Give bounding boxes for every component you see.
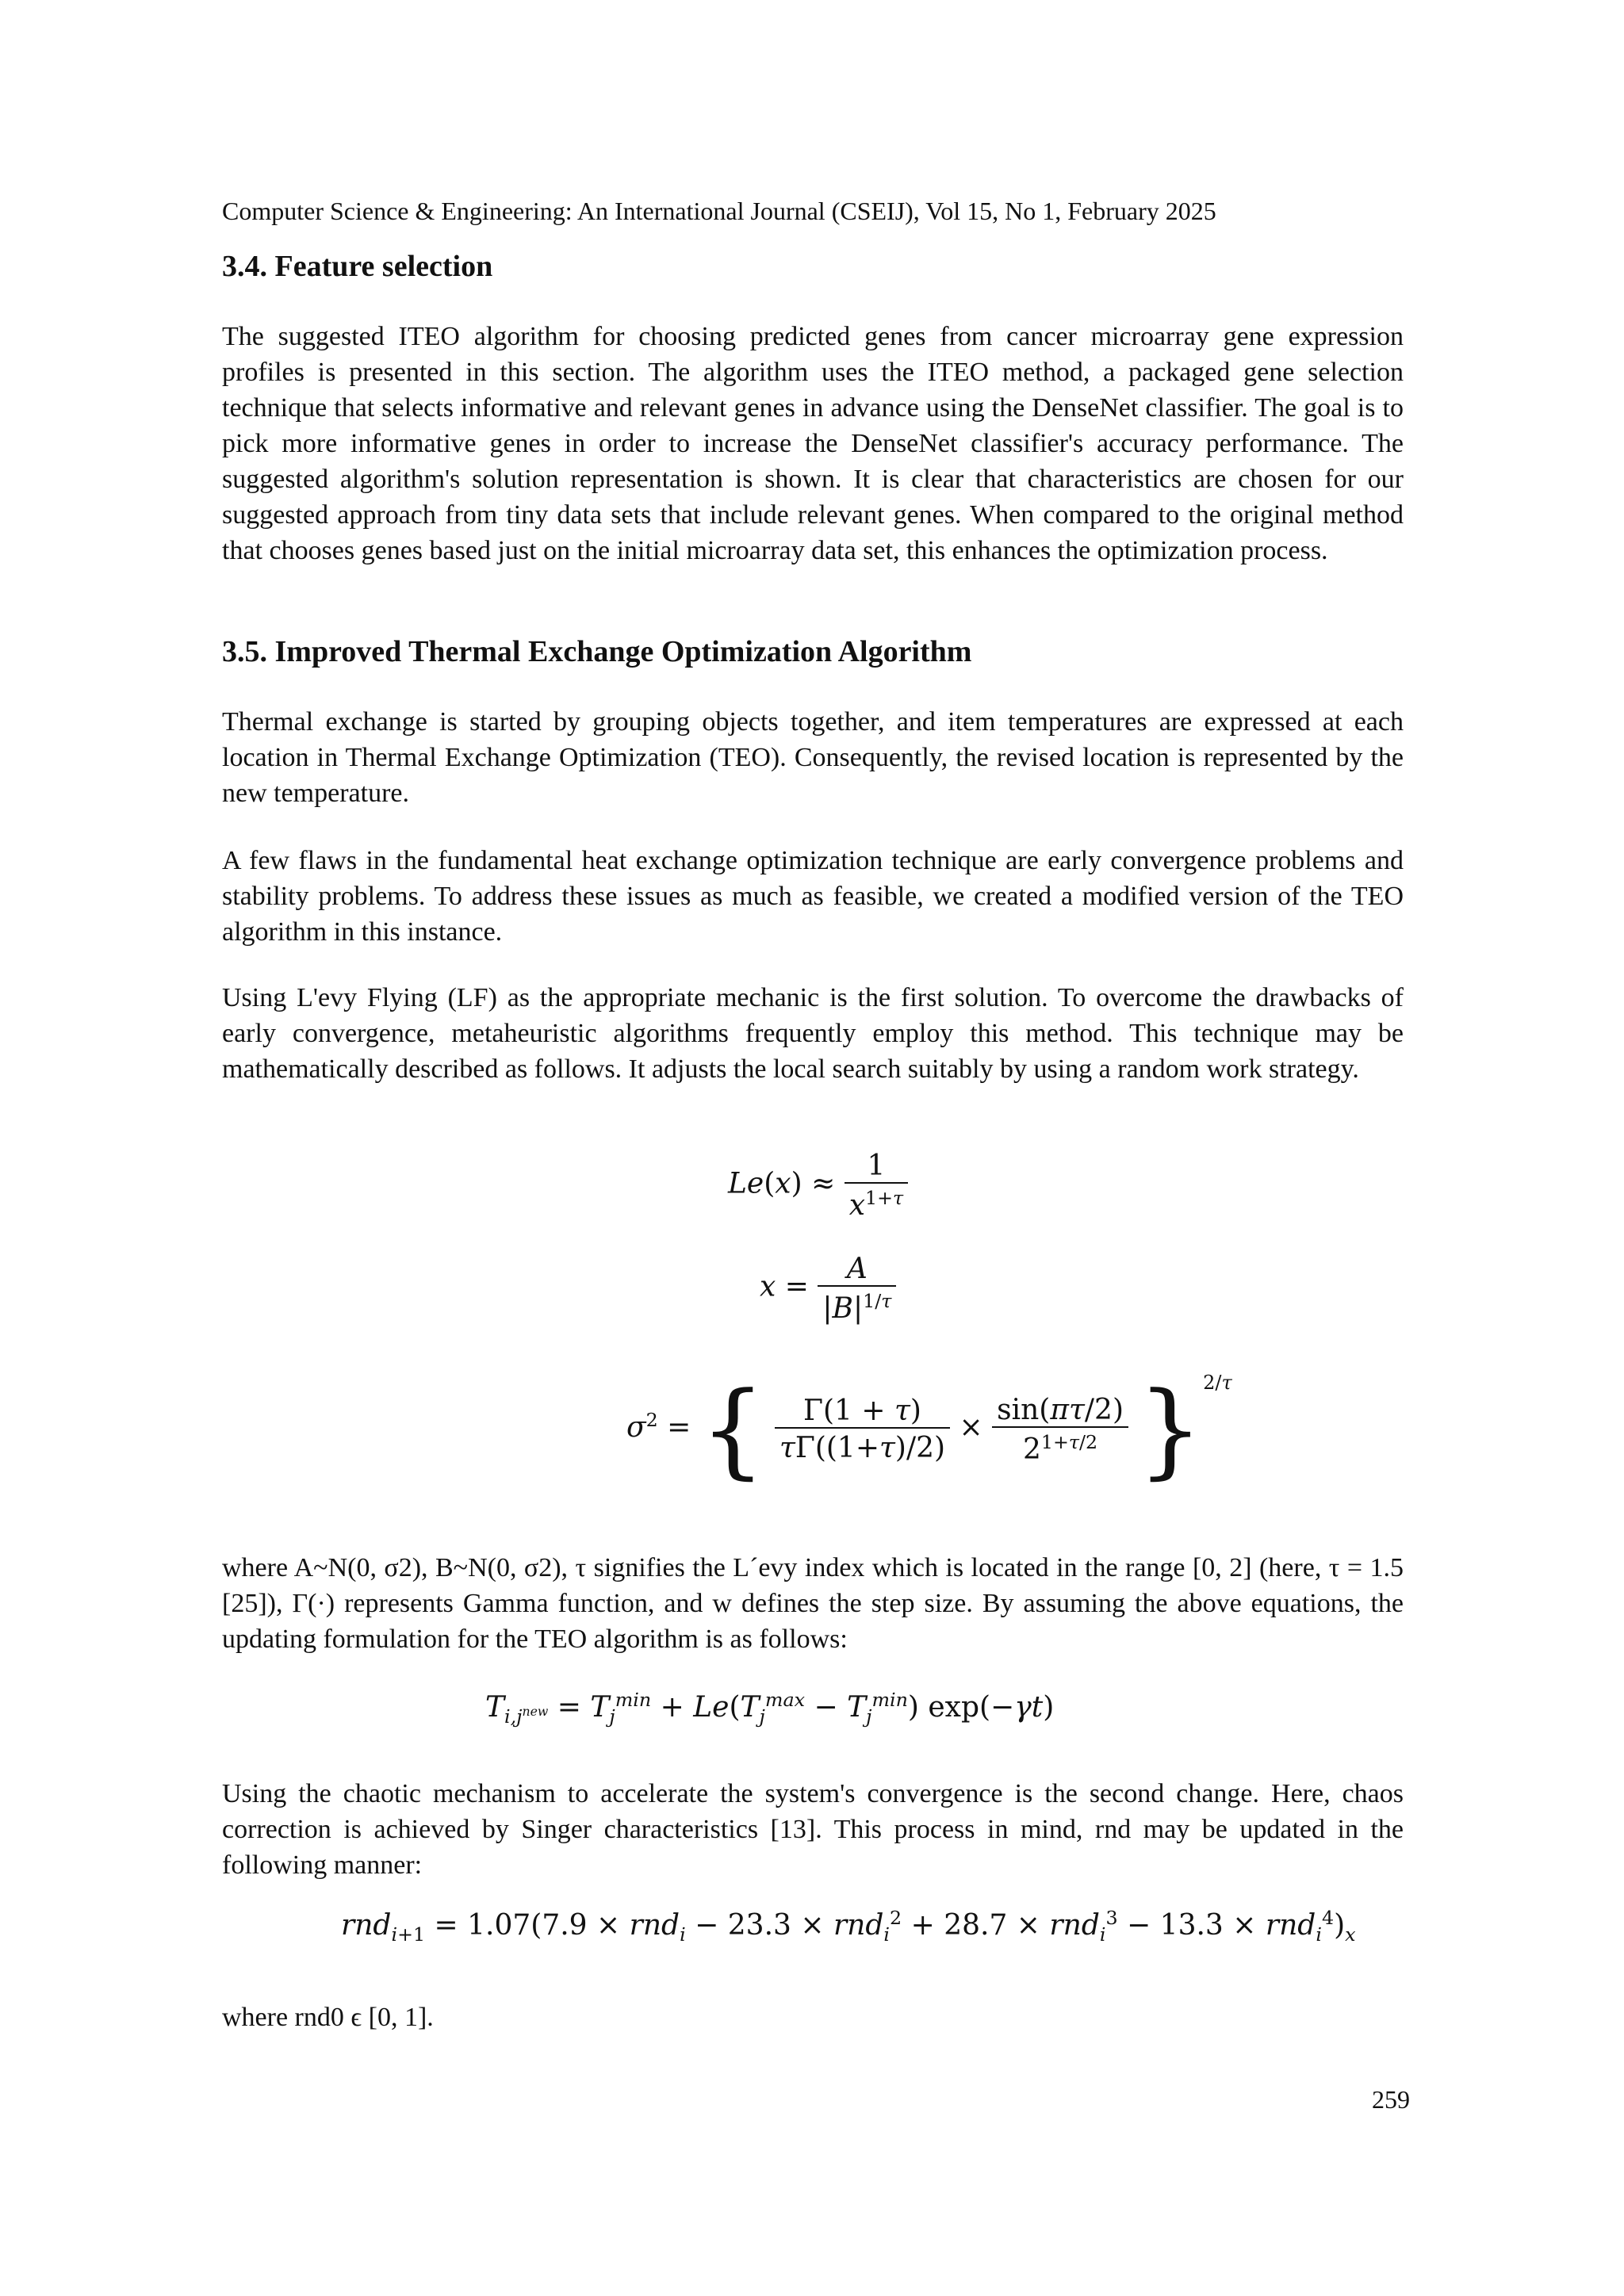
paragraph-rnd-range: where rnd0 ϵ [0, 1]. bbox=[222, 2003, 434, 2032]
equation-teo-update: $T_{i,j^{new}} = T_j^{min} + Le(T_j^{max} - T_j^{min})$ exp(−γt) bbox=[485, 1689, 1055, 1728]
equation-levy: Le(x) ≈ $\frac{1}{x^{1+\tau}}$ bbox=[728, 1150, 908, 1222]
running-head: Computer Science & Engineering: An International Journal (CSEIJ), Vol 15, No 1, February 2025 bbox=[222, 197, 1216, 225]
paragraph-chaotic: Using the chaotic mechanism to accelerate the system's convergence is the second change. Here, chaos correction is achieved by Singer characteristics [13]. This process in mind, rnd may be updated in the following manner: bbox=[222, 1779, 1404, 1880]
page-number: 259 bbox=[1372, 2085, 1410, 2114]
section-heading-feature-selection: 3.4. Feature selection bbox=[222, 250, 493, 283]
equation-sigma: $\sigma^2$ = { $\frac{\Gamma(1 + \tau)}{\tau\Gamma((1+\tau)/2)}$ × $\frac{\sin(\pi\tau/2)}{2^{1+\tau/2}}$ }$^{2/\tau}$ bbox=[626, 1369, 1232, 1490]
paragraph-teo-flaws: A few flaws in the fundamental heat exchange optimization technique are early convergence problems and stability problems. To address these issues as much as feasible, we created a modified version of the TEO algorithm in this instance. bbox=[222, 846, 1404, 947]
paragraph-levy-flight: Using L'evy Flying (LF) as the appropriate mechanic is the first solution. To overcome the drawbacks of early convergence, metaheuristic algorithms frequently employ this method. This technique may be mathematically described as follows. It adjusts the local search suitably by using a random work strategy. bbox=[222, 983, 1404, 1084]
paragraph-where-levy: where A~N(0, σ2), B~N(0, σ2), τ signifies the L´evy index which is located in the range [0, 2] (here, τ = 1.5 [25]), Γ(·) represents Gamma function, and w defines the step size. By assuming the above equations, the updating formulation for the TEO algorithm is as follows: bbox=[222, 1553, 1404, 1654]
paragraph-feature-selection: The suggested ITEO algorithm for choosing predicted genes from cancer microarray gene expression profiles is presented in this section. The algorithm uses the ITEO method, a packaged gene selection technique that selects informative and relevant genes in advance using the DenseNet classifier. The goal is to pick more informative genes in order to increase the DenseNet classifier's accuracy performance. The suggested algorithm's solution representation is shown. It is clear that characteristics are chosen for our suggested approach from tiny data sets that include relevant genes. When compared to the original method that chooses genes based just on the initial microarray data set, this enhances the optimization process. bbox=[222, 322, 1404, 565]
equation-x: x = $\frac{A}{|B|^{1/\tau}}$ bbox=[760, 1253, 896, 1325]
equation-singer-map: $rnd_{i+1} = 1.07(7.9 \times rnd_i - 23.3 \times rnd_i^2 + 28.7 \times rnd_i^3 - 13.3 \times rnd_i^4)_x$ bbox=[341, 1907, 1356, 1946]
section-heading-iteo: 3.5. Improved Thermal Exchange Optimization Algorithm bbox=[222, 635, 972, 668]
paragraph-teo-intro: Thermal exchange is started by grouping objects together, and item temperatures are expressed at each location in Thermal Exchange Optimization (TEO). Consequently, the revised location is represented by the new temperature. bbox=[222, 707, 1404, 808]
